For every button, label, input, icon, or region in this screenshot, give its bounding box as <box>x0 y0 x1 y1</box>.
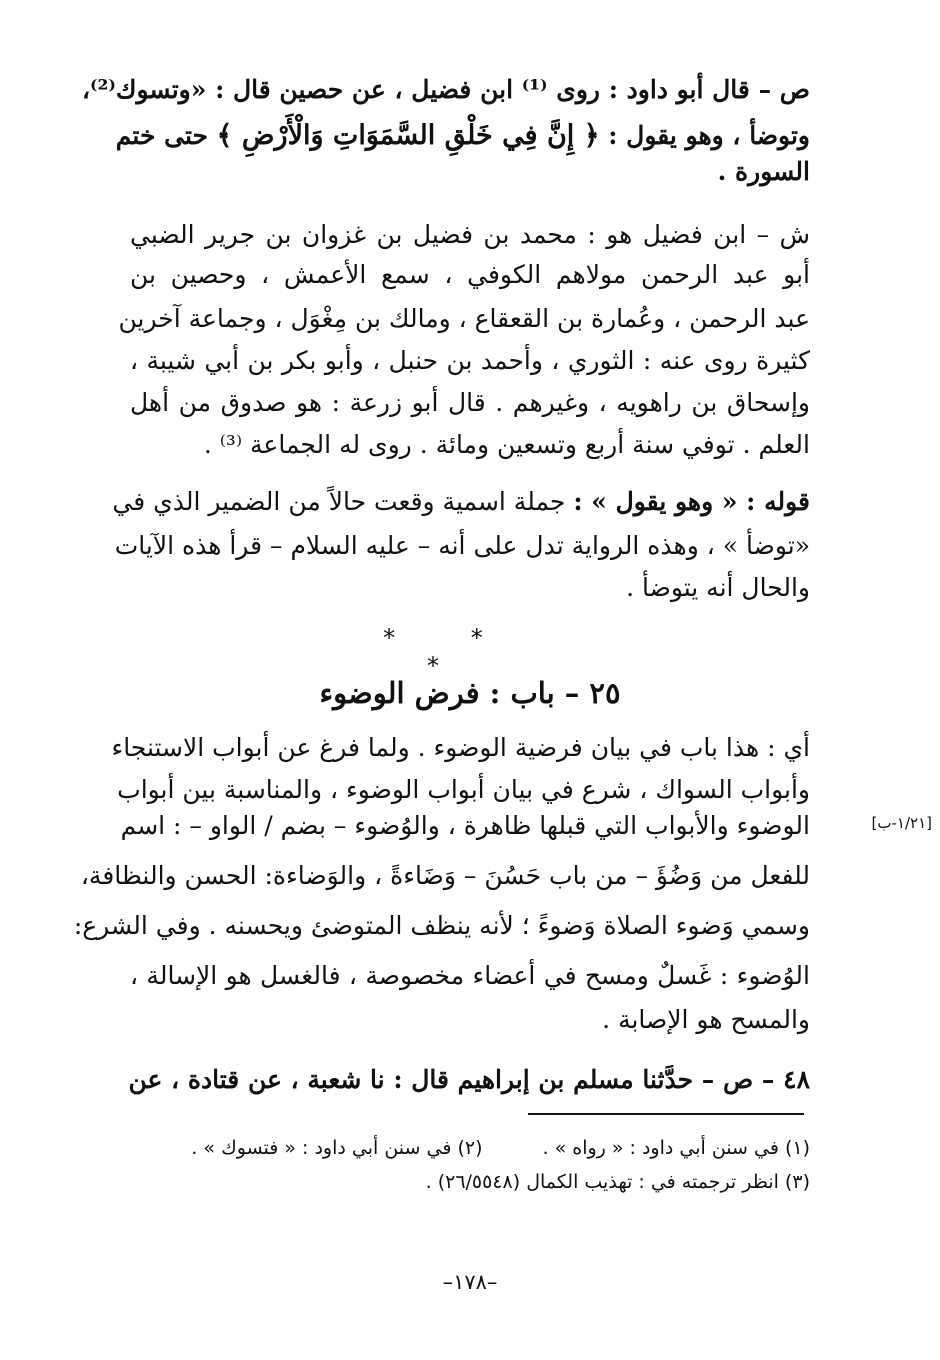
sharh-line-3: عبد الرحمن ، وعُمارة بن القعقاع ، ومالك بن مِغْوَل ، وجماعة آخرين <box>118 304 810 333</box>
matn-line-1: ص – قال أبو داود : روى ⁽¹⁾ ابن فضيل ، عن حصين قال : «وتسوك⁽²⁾، <box>81 75 810 104</box>
sharh-line-4: كثيرة روى عنه : الثوري ، وأحمد بن حنبل ، وأبو بكر بن أبي شيبة ، <box>130 346 810 375</box>
section-separator: * * * <box>383 624 517 680</box>
matn-line-2 <box>115 116 810 156</box>
footnote-divider <box>528 1113 804 1115</box>
sharh-line-2: أبو عبد الرحمن مولاهم الكوفي ، سمع الأعمش ، وحصين بن <box>130 260 810 289</box>
sharh-line-5: وإسحاق بن راهويه ، وغيرهم . قال أبو زرعة : هو صدوق من أهل <box>130 388 810 417</box>
page-number: –١٧٨– <box>442 1270 498 1294</box>
bab-line-2: وأبواب السواك ، شرع في بيان أبواب الوضوء ، والمناسبة بين أبواب <box>117 775 810 804</box>
qawluhu-line-3: والحال أنه يتوضأ . <box>626 573 810 602</box>
footnote-3: (٣) انظر ترجمته في : تهذيب الكمال (٢٦/٥٥٤٨) . <box>425 1171 810 1193</box>
qawluhu-label: قوله : « وهو يقول » : <box>573 487 810 516</box>
bab-line-4: للفعل من وَضُؤَ – من باب حَسُنَ – وَضَاءةً ، والوَضاءة: الحسن والنظافة، <box>80 861 810 890</box>
bab-line-6: الوُضوء : غَسلٌ ومسح في أعضاء مخصوصة ، فالغسل هو الإسالة ، <box>130 961 810 990</box>
quran-verse: ﴿ إِنَّ فِي خَلْقِ السَّمَوَاتِ وَالْأَرْضِ ﴾ <box>216 120 600 151</box>
bab-line-3: الوضوء والأبواب التي قبلها ظاهرة ، والوُضوء – بضم / الواو – : اسم <box>120 811 810 840</box>
manuscript-folio-note: [١/٢١-ب] <box>871 814 932 832</box>
sharh-line-1: ش – ابن فضيل هو : محمد بن فضيل بن غزوان بن جرير الضبي <box>130 220 810 249</box>
footnote-1: (١) في سنن أبي داود : « رواه » . <box>542 1137 810 1159</box>
bab-line-5: وسمي وَضوء الصلاة وَضوءً ؛ لأنه ينظف المتوضئ ويحسنه . وفي الشرع: <box>73 911 810 940</box>
matn-line-2-text: وتوضأ ، وهو يقول : <box>608 121 810 150</box>
bab-line-1: أي : هذا باب في بيان فرضية الوضوء . ولما فرغ عن أبواب الاستنجاء <box>111 733 810 762</box>
chapter-heading: ٢٥ – باب : فرض الوضوء <box>319 676 621 710</box>
bab-line-7: والمسح هو الإصابة . <box>602 1005 810 1034</box>
footnote-2: (٢) في سنن أبي داود : « فتسوك » . <box>191 1137 483 1159</box>
qawluhu-line-1-rest: جملة اسمية وقعت حالاً من الضمير الذي في <box>112 487 566 516</box>
qawluhu-line-2: «توضأ » ، وهذه الرواية تدل على أنه – عليه السلام – قرأ هذه الآيات <box>114 531 810 560</box>
footnotes-row-1 <box>130 1134 810 1162</box>
sharh-line-6: العلم . توفي سنة أربع وتسعين ومائة . روى له الجماعة ⁽³⁾ . <box>203 430 810 459</box>
matn-line-3: السورة . <box>717 157 810 186</box>
qawluhu-line-1 <box>112 482 810 522</box>
hadith-48-start: ٤٨ – ص – حدَّثنا مسلم بن إبراهيم قال : نا شعبة ، عن قتادة ، عن <box>128 1065 810 1094</box>
matn-line-2-end: حتى ختم <box>115 121 208 150</box>
